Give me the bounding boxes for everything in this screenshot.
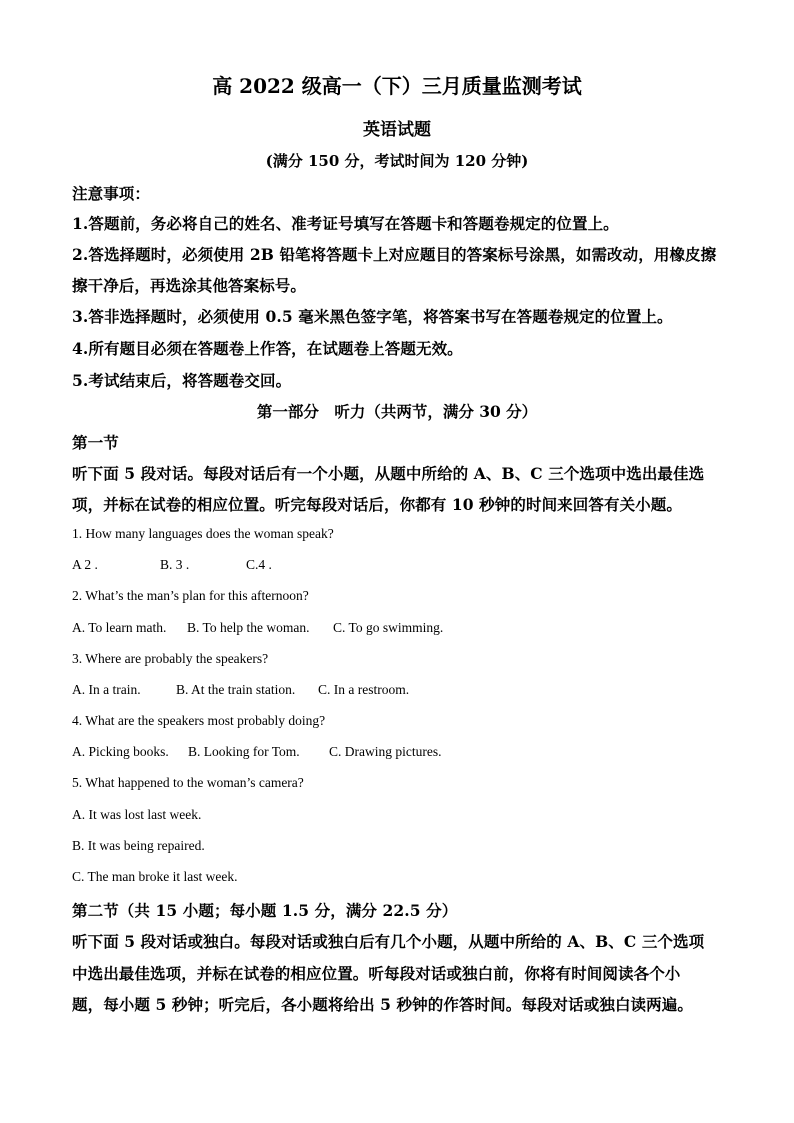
section2-heading: 第二节（共 15 小题；每小题 1.5 分，满分 22.5 分） [72,901,458,920]
option-b: B. Looking for Tom. [188,744,300,759]
option-a: A. It was lost last week. [72,807,202,822]
exam-subtitle: 英语试题 [363,120,431,140]
section1-directions: 项，并标在试卷的相应位置。听完每段对话后，你都有 10 秒钟的时间来回答有关小题。 [72,495,682,514]
option-a: A. Picking books. [72,744,169,759]
question-stem: 2. What’s the man’s plan for this afternoon? [72,588,309,603]
instruction-item: 5.考试结束后，将答题卷交回。 [72,371,292,390]
option-a: A 2 . [72,557,98,572]
option-b: B. It was being repaired. [72,838,205,853]
instructions-heading: 注意事项： [72,184,151,203]
question-stem: 5. What happened to the woman’s camera? [72,775,304,790]
option-c: C.4 . [246,557,272,572]
instruction-item: 2.答选择题时，必须使用 2B 铅笔将答题卡上对应题目的答案标号涂黑，如需改动，用橡皮擦 [72,245,717,264]
option-c: C. Drawing pictures. [329,744,442,759]
section2-directions: 中选出最佳选项，并标在试卷的相应位置。听每段对话或独白前，你将有时间阅读各个小 [72,964,681,983]
option-b: B. 3 . [160,557,190,572]
question-stem: 4. What are the speakers most probably doing? [72,713,326,728]
option-c: C. In a restroom. [318,682,410,697]
option-a: A. In a train. [72,682,141,697]
exam-note: (满分 150 分，考试时间为 120 分钟) [265,152,529,170]
part1-heading: 第一部分 听力（共两节，满分 30 分） [256,402,538,421]
section1-heading: 第一节 [72,433,119,452]
instruction-item: 擦干净后，再选涂其他答案标号。 [72,276,307,295]
option-a: A. To learn math. [72,620,167,635]
question-stem: 3. Where are probably the speakers? [72,651,269,666]
section2-directions: 题，每小题 5 秒钟；听完后，各小题将给出 5 秒钟的作答时间。每段对话或独白读两遍。 [72,995,693,1014]
instruction-item: 3.答非选择题时，必须使用 0.5 毫米黑色签字笔，将答案书写在答题卷规定的位置上。 [72,307,673,326]
option-c: C. To go swimming. [333,620,444,635]
exam-title: 高 2022 级高一（下）三月质量监测考试 [212,74,582,98]
section2-directions: 听下面 5 段对话或独白。每段对话或独白后有几个小题，从题中所给的 A、B、C 三个选项 [72,932,705,951]
option-c: C. The man broke it last week. [72,869,238,884]
option-b: B. To help the woman. [187,620,310,635]
instruction-item: 1.答题前，务必将自己的姓名、准考证号填写在答题卡和答题卷规定的位置上。 [72,214,619,233]
instruction-item: 4.所有题目必须在答题卷上作答，在试题卷上答题无效。 [72,339,463,358]
option-b: B. At the train station. [176,682,296,697]
question-stem: 1. How many languages does the woman speak? [72,526,334,541]
section1-directions: 听下面 5 段对话。每段对话后有一个小题，从题中所给的 A、B、C 三个选项中选出最佳选 [72,464,705,483]
